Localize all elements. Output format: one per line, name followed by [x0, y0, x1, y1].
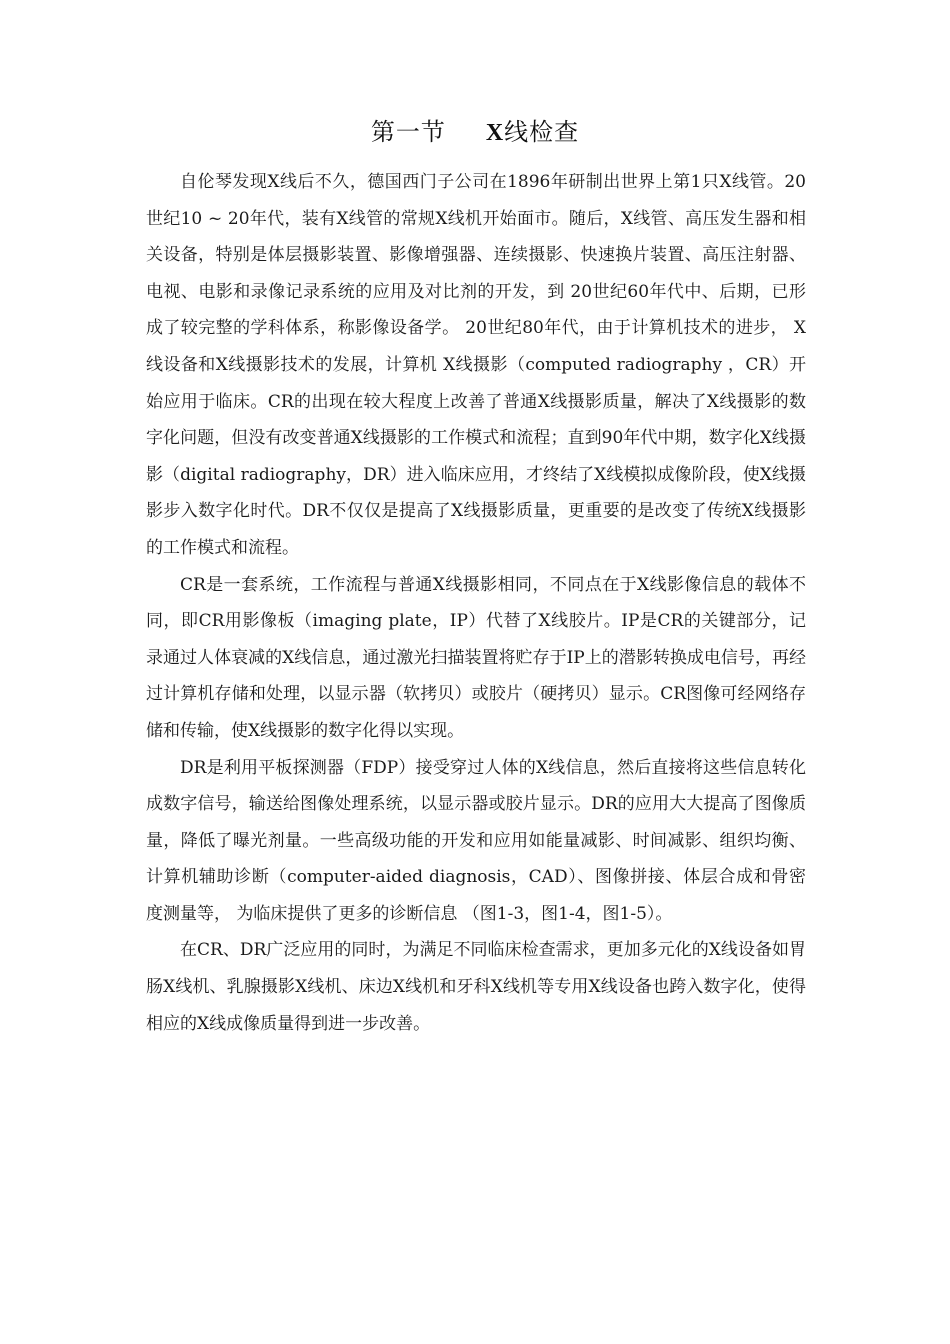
paragraph-dr: DR是利用平板探测器（FDP）接受穿过人体的X线信息，然后直接将这些信息转化成数字信号，输送给图像处理系统，以显示器或胶片显示。DR的应用大大提高了图像质量，降低了曝光剂量。一些高级功能的开发和应用如能量减影、时间减影、组织均衡、计算机辅助诊断（computer-aided diagnosis，CAD）、图像拼接、体层合成和骨密度测量等， 为临床提供了更多的诊断信息 （图1-3，图1-4，图1-5）。: [146, 757, 806, 924]
paragraph-cr: CR是一套系统，工作流程与普通X线摄影相同，不同点在于X线影像信息的载体不同，即CR用影像板（imaging plate，IP）代替了X线胶片。IP是CR的关键部分，记录通过人体衰减的X线信息，通过激光扫描装置将贮存于IP上的潜影转换成电信号，再经过计算机存储和处理，以显示器（软拷贝）或胶片（硬拷贝）显示。CR图像可经网络存储和传输，使X线摄影的数字化得以实现。: [146, 574, 806, 741]
section-title-prefix: 第一节: [370, 118, 446, 146]
paragraph-history: 自伦琴发现X线后不久，德国西门子公司在1896年研制出世界上第1只X线管。20世纪10 ~ 20年代，装有X线管的常规X线机开始面市。随后，X线管、高压发生器和相关设备，特别是体层摄影装置、影像增强器、连续摄影、快速换片装置、高压注射器、电视、电影和录像记录系统的应用及对比剂的开发，到 20世纪60年代中、后期，已形成了较完整的学科体系，称影像设备学。 20世纪80年代，由于计算机技术的进步， X线设备和X线摄影技术的发展，计算机 X线摄影（computed radiography ，CR）开始应用于临床。CR的出现在较大程度上改善了普通X线摄影质量，解决了X线摄影的数字化问题，但没有改变普通X线摄影的工作模式和流程；直到90年代中期，数字化X线摄影（digital radiography，DR）进入临床应用，才终结了X线模拟成像阶段，使X线摄影步入数字化时代。DR不仅仅是提高了X线摄影质量，更重要的是改变了传统X线摄影的工作模式和流程。: [146, 172, 806, 558]
section-title: [0, 112, 950, 153]
body-text: [146, 164, 806, 1042]
paragraph-specialized-equipment: 在CR、DR广泛应用的同时，为满足不同临床检查需求，更加多元化的X线设备如胃肠X线机、乳腺摄影X线机、床边X线机和牙科X线机等专用X线设备也跨入数字化，使得相应的X线成像质量得到进一步改善。: [146, 940, 806, 1034]
section-title-x: X: [485, 120, 505, 146]
section-title-suffix: 线检查: [504, 118, 580, 146]
